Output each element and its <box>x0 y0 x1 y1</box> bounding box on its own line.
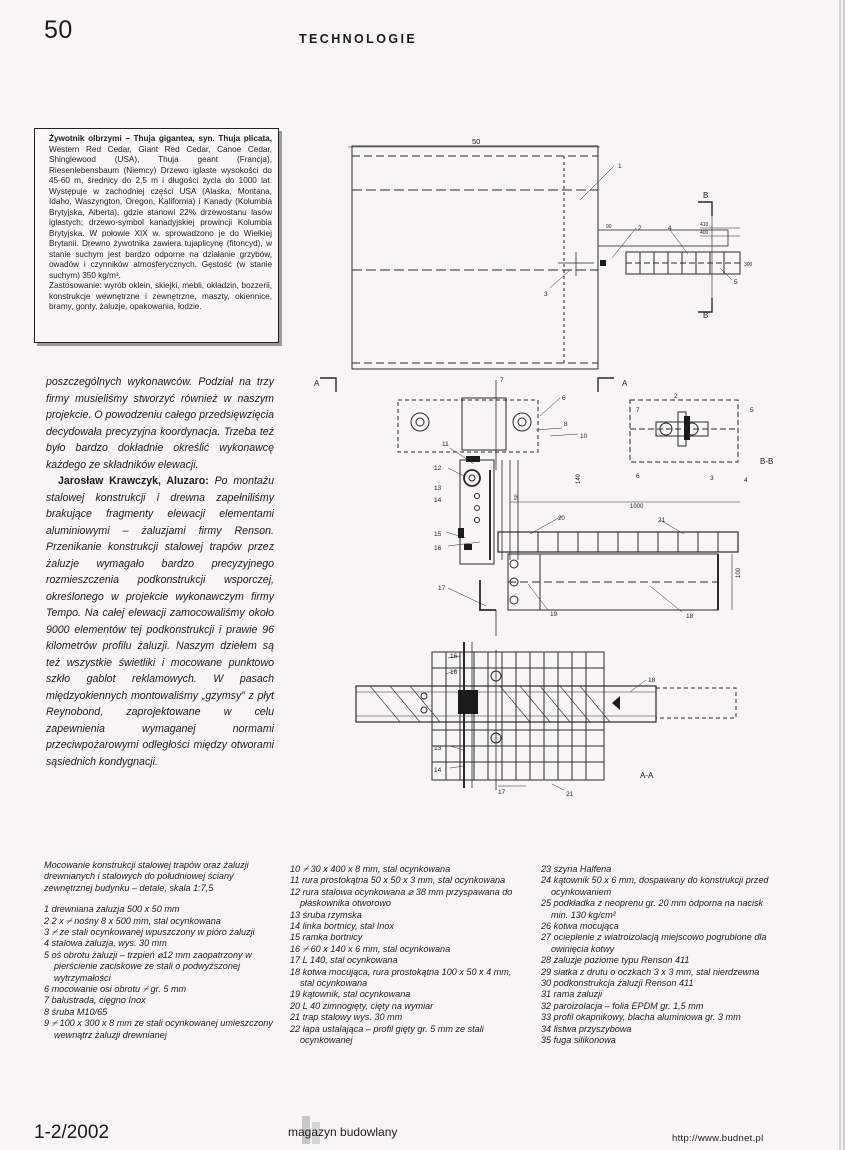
legend-item: 35 fuga silikonowa <box>541 1035 616 1046</box>
dim-20: 20 <box>558 516 565 522</box>
legend-item: 17 L 140, stal ocynkowana <box>290 955 398 966</box>
legend-item: 24 kątownik 50 x 6 mm, dospawany do konstrukcji przed ocynkowaniem <box>541 875 769 897</box>
legend-column-1 <box>44 860 276 1041</box>
section-a-label-right: A <box>622 379 628 388</box>
legend-item: 5 oś obrotu żaluzji – trzpień ⌀12 mm zaopatrzony w pierścienie zaciskowe ze stali o podwyższonej wytrzymałości <box>44 949 252 983</box>
callout-aa-18b: 18 <box>648 677 656 684</box>
callout-7: 7 <box>500 377 504 384</box>
footer-url: http://www.budnet.pl <box>672 1133 764 1144</box>
callout-aa-21: 21 <box>566 791 574 798</box>
dim-300: 300 <box>744 262 753 268</box>
section-title: TECHNOLOGIE <box>299 32 418 46</box>
legend-item: 21 trap stalowy wys. 30 mm <box>290 1012 403 1023</box>
callout-17: 17 <box>438 585 446 592</box>
callout-8: 8 <box>564 421 568 428</box>
legend-item: 2 2 x ⌿ nośny 8 x 500 mm, stal ocynkowana <box>44 915 221 926</box>
legend-item: 13 śruba rzymska <box>290 909 362 920</box>
legend-item: 12 rura stalowa ocynkowana ⌀ 38 mm przyspawana do płaskownika otworowo <box>290 886 513 909</box>
legend-item: 33 profil okapnikowy, blacha aluminiowa gr. 3 mm <box>541 1012 741 1023</box>
legend-item: 11 rura prostokątna 50 x 50 x 3 mm, stal ocynkowana <box>290 875 506 886</box>
legend-item: 7 balustrada, cięgno Inox <box>44 995 146 1006</box>
section-b-label-top: B <box>703 191 709 200</box>
legend-item: 8 śruba M10/65 <box>44 1006 108 1017</box>
legend-item: 6 mocowanie osi obrotu ⌿ gr. 5 mm <box>44 984 187 995</box>
legend-item: 30 podkonstrukcja żaluzji Renson 411 <box>541 978 694 989</box>
callout-aa-14: 14 <box>434 767 442 774</box>
article-column <box>46 374 274 770</box>
callout-2: 2 <box>638 225 642 232</box>
article-paragraph-2-text: Po montażu stalowej konstrukcji i drewna zapełniliśmy brakujące fragmenty elewacji elementami aluminiowymi – żaluzjami firmy Renson. Przenikanie konstrukcji stalowej trapów przez żaluzje wymagało bardzo precyzyjnego rozmieszczenia podkonstrukcji wsporczej, określonego w projekcie wykonawczym firmy Tempo. Na całej elewacji zamocowaliśmy około 9000 elementów tej podkonstrukcji i prawie 96 kilometrów profilu żaluzji. Naszym dziełem są też wszystkie świetliki i mocowane punktowo szkło gablot reklamowych. W pasach międzyokiennych montowaliśmy „gzymsy” z płyt Reynobond, zaprojektowane w celu zapewnienia wymaganej normami przeciwpożarowymi odległości między otworami sąsiednich kondygnacji. <box>46 475 274 768</box>
legend-item: 9 ⌿ 100 x 300 x 8 mm ze stali ocynkowanej umieszczony wewnątrz żaluzji drewnianej <box>44 1018 273 1040</box>
legend-caption: Mocowanie konstrukcji stalowej trapów oraz żaluzji drewnianych i stalowych do południowej ściany zewnętrznej budynku – detale, skala 1:7,5 <box>44 860 249 893</box>
drawing-top-panel <box>352 146 598 369</box>
legend-item: 19 kątownik, stal ocynkowana <box>290 989 411 1000</box>
callout-14: 14 <box>434 497 442 504</box>
callout-18: 18 <box>686 613 694 620</box>
legend-item: 20 L 40 zimnogięty, cięty na wymiar <box>290 1000 434 1011</box>
dim-90: 90 <box>606 224 612 230</box>
callout-13: 13 <box>434 485 442 492</box>
legend-item: 25 podkładka z neoprenu gr. 20 mm odporna na nacisk min. 130 kg/cm² <box>541 898 764 920</box>
legend-item: 1 drewniana żaluzja 500 x 50 mm <box>44 904 180 915</box>
dim-1000: 1000 <box>630 504 644 510</box>
callout-bb-7: 7 <box>636 407 640 414</box>
callout-aa-13: 13 <box>434 745 442 752</box>
dim-label-top: 50 <box>472 137 481 146</box>
callout-16: 16 <box>434 545 442 552</box>
section-b-label-bottom: B <box>703 311 709 320</box>
sidebar-info-box <box>34 128 279 343</box>
dim-50: 50 <box>514 494 520 500</box>
sidebar-usage: Zastosowanie: wyrób oklein, skiejki, mebli, okładzin, bozzerii, konstrukcje wewnętrzne i zewnętrzne, maszty, okiennice, bramy, gonty, żaluzje, opakowania, łodzie. <box>49 281 272 311</box>
callout-4: 4 <box>668 225 672 232</box>
scan-edge-decoration <box>822 0 846 1150</box>
legend-item: 26 kotwa mocująca <box>541 921 619 932</box>
callout-aa-18: 18 <box>450 669 458 676</box>
callout-11: 11 <box>442 441 449 448</box>
sidebar-body: Western Red Cedar, Giant Red Cedar, Canoe Cedar, Shinglewood (USA), Thuja geant (Francja), Riesenlebensbaum (Niemcy) Drzewo iglaste wysokości do 45-60 m, średnicy do 2,5 m i długości życia do 1000 lat. Występuje w zachodniej części USA (Alaska, Montana, Idaho, Waszyngton, Oregon, Kalifornia) i Kanady (Kolumbia Brytyjska, Alberta), gdzie stanowi 22% drzewostanu lasów iglastych; drzewo-symbol kanadyjskiej prowincji Kolumbia Brytyjska. W połowie XIX w. sprowadzono je do Wielkiej Brytanii. Drewno żywotnika zawiera tujaplicynę (fitoncyd), w stanie suchym jest bardzo odporne na działanie grzybów, owadów i czynników atmosferycznych. Gęstość (w stanie suchym) 350 kg/m³. <box>49 144 272 280</box>
page-number: 50 <box>44 16 73 44</box>
legend-item: 34 listwa przyszybowa <box>541 1023 632 1034</box>
view-aa-label: A-A <box>640 771 654 780</box>
magazine-title: magazyn budowlany <box>288 1125 398 1139</box>
legend-item: 14 linka bortnicy, stal Inox <box>290 921 394 932</box>
legend-item: 16 ⌿ 60 x 140 x 6 mm, stal ocynkowana <box>290 943 451 954</box>
sidebar-title: Żywotnik olbrzymi – Thuja gigantea, syn. Thuja plicata, <box>49 134 272 143</box>
article-speaker: Jarosław Krawczyk, Aluzaro: <box>58 475 209 487</box>
callout-15: 15 <box>434 531 442 538</box>
callout-bb-6: 6 <box>636 473 640 480</box>
article-paragraph-1: poszczególnych wykonawców. Podział na trzy firmy musieliśmy stworzyć również w naszym projekcie. O powodzeniu całego przedsięwzięcia decydowała precyzyjna koordynacja. Trzeba też było bardzo dokładnie określić wykonawcę każdego ze składników elewacji. <box>46 376 274 471</box>
legend-item: 18 kotwa mocująca, rura prostokątna 100 x 50 x 4 mm, stal ocynkowana <box>290 966 512 989</box>
legend-item: 32 paroizolacja – folia EPDM gr. 1,5 mm <box>541 1000 704 1011</box>
legend-item: 28 żaluzje poziome typu Renson 411 <box>541 955 690 966</box>
callout-aa-16: 16 <box>450 653 458 660</box>
legend-item: 3 ⌿ ze stali ocynkowanej wpuszczony w pióro żaluzji <box>44 927 255 938</box>
sidebar-text <box>49 134 272 281</box>
legend-item: 31 rama żaluzji <box>541 989 603 1000</box>
legend-item: 27 ocieplenie z wiatroizolacją miejscowo pogrubione dla owinięcia kotwy <box>541 932 767 954</box>
callout-3: 3 <box>544 291 548 298</box>
callout-10: 10 <box>580 433 588 440</box>
dim-400: 400 <box>700 230 709 236</box>
dim-410: 410 <box>700 222 709 228</box>
legend-item: 23 szyna Halfena <box>541 864 612 874</box>
callout-bb-2: 2 <box>674 393 678 400</box>
callout-bb-5: 5 <box>750 407 754 414</box>
legend-item: 4 stalowa żaluzja, wys. 30 mm <box>44 938 167 949</box>
issue-number: 1-2/2002 <box>34 1122 110 1143</box>
callout-bb-4: 4 <box>744 477 748 484</box>
callout-12: 12 <box>434 465 442 472</box>
legend-item: 22 łapa ustalająca – profil gięty gr. 5 mm ze stali ocynkowanej <box>290 1023 484 1046</box>
callout-1: 1 <box>618 163 622 170</box>
dim-100: 100 <box>736 567 742 578</box>
callout-6: 6 <box>562 395 566 402</box>
callout-19: 19 <box>550 611 558 618</box>
technical-drawing <box>300 130 780 800</box>
view-bb-label: B-B <box>760 457 774 466</box>
dim-140: 140 <box>576 473 582 484</box>
callout-21: 21 <box>658 517 666 524</box>
legend-column-3 <box>541 864 781 1047</box>
callout-bb-3: 3 <box>710 475 714 482</box>
callout-aa-17: 17 <box>498 789 506 796</box>
legend-column-2 <box>290 864 526 1047</box>
article-paragraph-2 <box>46 473 274 770</box>
section-a-label-left: A <box>314 379 320 388</box>
callout-5: 5 <box>734 279 738 286</box>
legend-item: 15 ramka bortnicy <box>290 932 363 943</box>
legend-item: 29 siatka z drutu o oczkach 3 x 3 mm, stal nierdzewna <box>541 966 760 977</box>
legend-item: 10 ⌿ 30 x 400 x 8 mm, stal ocynkowana <box>290 864 451 874</box>
